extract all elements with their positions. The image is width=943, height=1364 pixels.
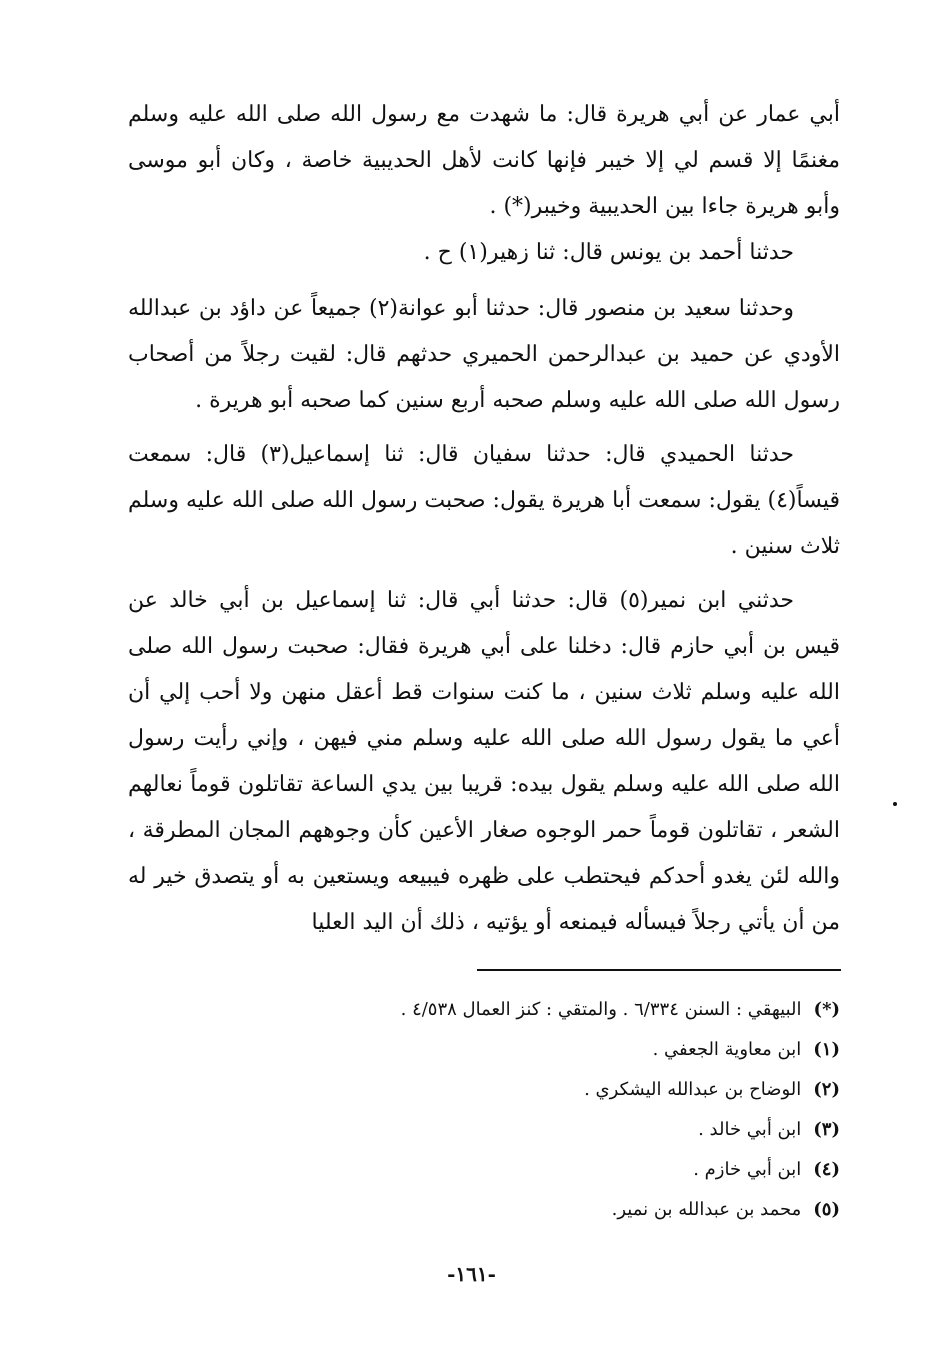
footnote-text: ابن أبي خازم . <box>693 1159 802 1180</box>
footnote-item <box>300 990 840 1030</box>
footnote-text: ابن أبي خالد . <box>698 1119 802 1140</box>
footnote-mark: (٥) <box>813 1199 840 1220</box>
footnote-text: الوضاح بن عبدالله اليشكري . <box>584 1079 802 1100</box>
footnote-mark: (٢) <box>813 1079 840 1100</box>
page-number: -١٦١- <box>447 1262 496 1286</box>
paragraph: حدثنا أحمد بن يونس قال: ثنا زهير(١) ح . <box>423 240 794 265</box>
paragraph: وحدثنا سعيد بن منصور قال: حدثنا أبو عوانة(٢) جميعاً عن داؤد بن عبدالله الأودي عن حميد بن عبدالرحمن الحميري حدثهم قال: لقيت رجلاً من أصحاب رسول الله صلى الله عليه وسلم صحبه أربع سنين كما صحبه أبو هريرة . <box>128 296 840 413</box>
footnote-mark: (١) <box>813 1039 840 1060</box>
ink-speck <box>893 802 897 806</box>
paragraph: حدثنا الحميدي قال: حدثنا سفيان قال: ثنا إسماعيل(٣) قال: سمعت قيساً(٤) يقول: سمعت أبا هريرة يقول: صحبت رسول الله صلى الله عليه وسلم ثلاث سنين . <box>128 442 840 559</box>
paragraph: حدثني ابن نمير(٥) قال: حدثنا أبي قال: ثنا إسماعيل بن أبي خالد عن قيس بن أبي حازم قال: دخلنا على أبي هريرة فقال: صحبت رسول الله صلى الله عليه وسلم ثلاث سنين ، ما كنت سنوات قط أعقل منهن ولا أحب إلي أن أعي ما يقول رسول الله صلى الله عليه وسلم مني فيهن ، وإني رأيت رسول الله صلى الله عليه وسلم يقول بيده: قريبا بين يدي الساعة تقاتلون قوماً نعالهم الشعر ، تقاتلون قوماً حمر الوجوه صغار الأعين كأن وجوههم المجان المطرقة ، والله لئن يغدو أحدكم فيحتطب على ظهره فيبيعه ويستعين به أو يتصدق خير له من أن يأتي رجلاً فيسأله فيمنعه أو يؤتيه ، ذلك أن اليد العليا <box>128 588 841 935</box>
footnote-item <box>300 1030 840 1070</box>
paragraph: أبي عمار عن أبي هريرة قال: ما شهدت مع رسول الله صلى الله عليه وسلم مغنمًا إلا قسم لي إلا خيبر فإنها كانت لأهل الحديبية خاصة ، وكان أبو موسى وأبو هريرة جاءا بين الحديبية وخيبر(*) . <box>128 102 840 219</box>
footnote-item <box>300 1110 840 1150</box>
footnote-text: البيهقي : السنن ٦/٣٣٤ . والمتقي : كنز العمال ٤/٥٣٨ . <box>400 999 802 1020</box>
footnote-separator <box>477 969 841 971</box>
footnote-text: محمد بن عبدالله بن نمير. <box>611 1199 802 1220</box>
footnotes <box>300 990 840 1230</box>
footnote-mark: (٤) <box>813 1159 840 1180</box>
footnote-mark: (٣) <box>813 1119 840 1140</box>
footnote-item <box>300 1070 840 1110</box>
footnote-item <box>300 1150 840 1190</box>
main-text <box>128 92 840 946</box>
footnote-item <box>300 1190 840 1230</box>
footnote-text: ابن معاوية الجعفي . <box>652 1039 802 1060</box>
footnote-mark: (*) <box>813 999 840 1020</box>
